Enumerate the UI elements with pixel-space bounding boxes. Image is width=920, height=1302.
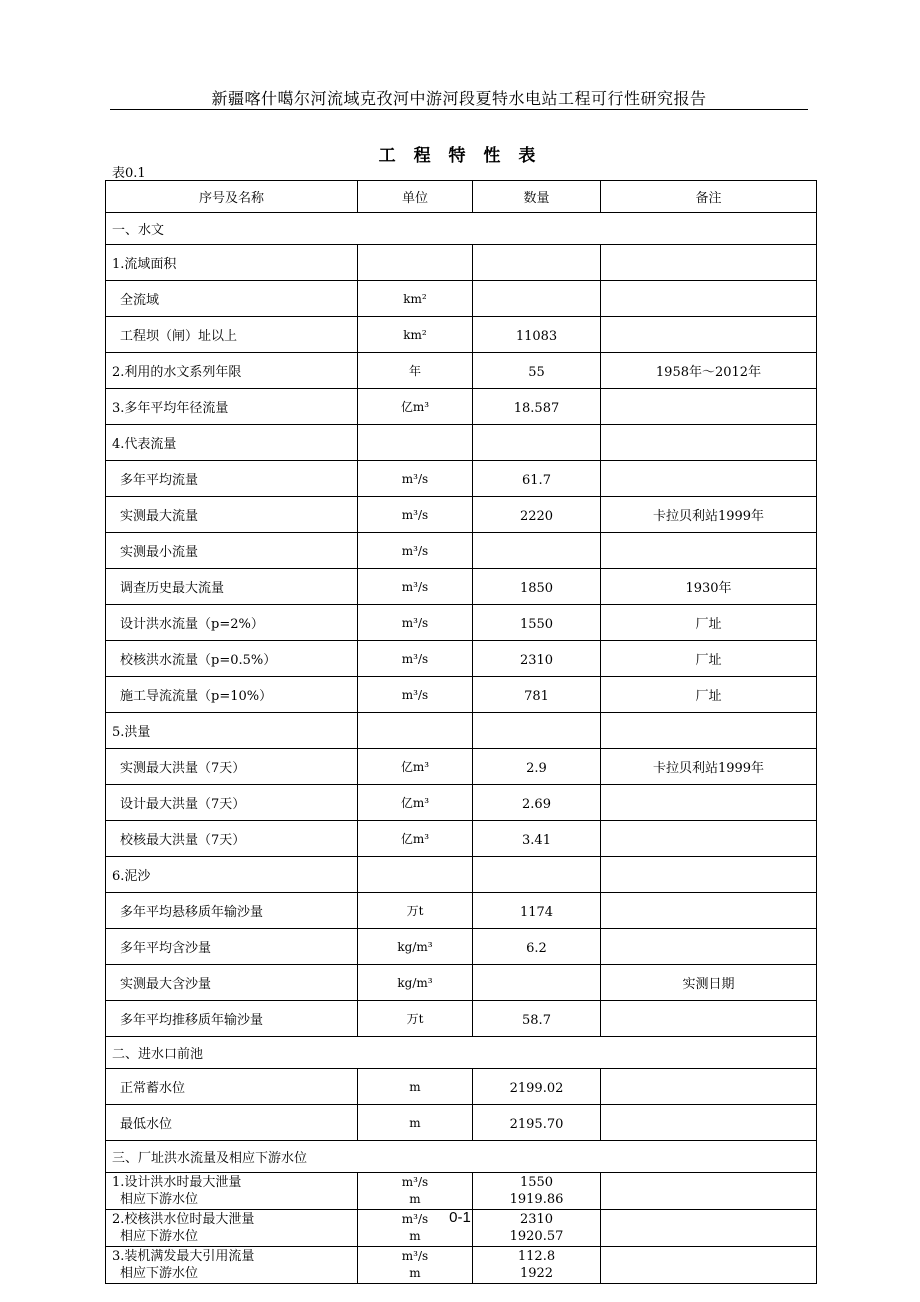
note-cell bbox=[601, 425, 817, 461]
item-name: 5.洪量 bbox=[106, 713, 358, 749]
table-row bbox=[106, 317, 817, 353]
table-row bbox=[106, 857, 817, 893]
item-name-line: 相应下游水位 bbox=[120, 1229, 199, 1244]
unit-cell: m bbox=[358, 1069, 473, 1105]
note-cell bbox=[601, 1001, 817, 1037]
item-name-line: 2.校核洪水位时最大泄量 bbox=[112, 1212, 255, 1227]
quantity-cell: 6.2 bbox=[473, 929, 601, 965]
unit-cell: 亿m³ bbox=[358, 821, 473, 857]
running-header: 新疆喀什噶尔河流域克孜河中游河段夏特水电站工程可行性研究报告 bbox=[211, 89, 707, 108]
item-name bbox=[106, 1247, 358, 1284]
unit-cell: m³/s bbox=[358, 569, 473, 605]
unit-cell: 亿m³ bbox=[358, 389, 473, 425]
unit-cell: 万t bbox=[358, 893, 473, 929]
item-name: 设计最大洪量（7天） bbox=[106, 785, 358, 821]
item-name: 全流域 bbox=[106, 281, 358, 317]
unit-cell: m³/s bbox=[358, 677, 473, 713]
section-title: 三、厂址洪水流量及相应下游水位 bbox=[106, 1141, 817, 1173]
unit-cell: km² bbox=[358, 281, 473, 317]
table-row bbox=[106, 1105, 817, 1141]
section-row bbox=[106, 213, 817, 245]
quantity-cell: 781 bbox=[473, 677, 601, 713]
note-cell bbox=[601, 1069, 817, 1105]
unit-cell bbox=[358, 425, 473, 461]
quantity-cell bbox=[473, 533, 601, 569]
item-name-line: 1.设计洪水时最大泄量 bbox=[112, 1175, 242, 1190]
item-name: 6.泥沙 bbox=[106, 857, 358, 893]
table-row bbox=[106, 533, 817, 569]
table-row bbox=[106, 281, 817, 317]
item-name: 多年平均推移质年输沙量 bbox=[106, 1001, 358, 1037]
item-name: 校核最大洪量（7天） bbox=[106, 821, 358, 857]
note-cell bbox=[601, 461, 817, 497]
spec-table bbox=[105, 180, 817, 1284]
quantity-cell bbox=[473, 965, 601, 1001]
note-cell bbox=[601, 893, 817, 929]
table-row bbox=[106, 713, 817, 749]
unit-cell-line: m³/s bbox=[401, 1212, 429, 1226]
item-name-line: 相应下游水位 bbox=[120, 1192, 199, 1207]
column-header: 数量 bbox=[473, 181, 601, 213]
item-name: 实测最小流量 bbox=[106, 533, 358, 569]
section-title: 二、进水口前池 bbox=[106, 1037, 817, 1069]
item-name: 3.多年平均年径流量 bbox=[106, 389, 358, 425]
item-name: 施工导流流量（p=10%） bbox=[106, 677, 358, 713]
section-row bbox=[106, 1141, 817, 1173]
table-row bbox=[106, 749, 817, 785]
table-row bbox=[106, 929, 817, 965]
item-name: 调查历史最大流量 bbox=[106, 569, 358, 605]
section-row bbox=[106, 1037, 817, 1069]
quantity-cell: 2.69 bbox=[473, 785, 601, 821]
note-cell: 实测日期 bbox=[601, 965, 817, 1001]
item-name: 多年平均流量 bbox=[106, 461, 358, 497]
unit-cell: m³/s bbox=[358, 461, 473, 497]
unit-cell-line: m bbox=[409, 1192, 421, 1206]
unit-cell: 亿m³ bbox=[358, 785, 473, 821]
note-cell: 厂址 bbox=[601, 641, 817, 677]
note-cell bbox=[601, 929, 817, 965]
table-label: 表0.1 bbox=[112, 166, 146, 181]
quantity-cell bbox=[473, 245, 601, 281]
unit-cell: m³/s bbox=[358, 533, 473, 569]
quantity-cell: 2195.70 bbox=[473, 1105, 601, 1141]
section-title: 一、水文 bbox=[106, 213, 817, 245]
unit-cell: kg/m³ bbox=[358, 929, 473, 965]
item-name bbox=[106, 1173, 358, 1210]
unit-cell: km² bbox=[358, 317, 473, 353]
unit-cell-line: m bbox=[409, 1229, 421, 1243]
table-row bbox=[106, 425, 817, 461]
note-cell bbox=[601, 821, 817, 857]
item-name: 2.利用的水文系列年限 bbox=[106, 353, 358, 389]
note-cell bbox=[601, 1105, 817, 1141]
item-name-line: 3.装机满发最大引用流量 bbox=[112, 1249, 255, 1264]
item-name: 1.流域面积 bbox=[106, 245, 358, 281]
note-cell: 1958年～2012年 bbox=[601, 353, 817, 389]
unit-cell bbox=[358, 857, 473, 893]
note-cell bbox=[601, 785, 817, 821]
note-cell: 厂址 bbox=[601, 605, 817, 641]
item-name: 实测最大含沙量 bbox=[106, 965, 358, 1001]
quantity-cell: 1550 bbox=[473, 605, 601, 641]
note-cell: 卡拉贝利站1999年 bbox=[601, 749, 817, 785]
item-name: 实测最大洪量（7天） bbox=[106, 749, 358, 785]
table-row bbox=[106, 1069, 817, 1105]
note-cell bbox=[601, 245, 817, 281]
note-cell bbox=[601, 317, 817, 353]
quantity-cell: 55 bbox=[473, 353, 601, 389]
quantity-cell: 2310 bbox=[473, 641, 601, 677]
unit-cell bbox=[358, 1173, 473, 1210]
note-cell bbox=[601, 857, 817, 893]
table-row bbox=[106, 965, 817, 1001]
quantity-cell: 1850 bbox=[473, 569, 601, 605]
unit-cell bbox=[358, 1247, 473, 1284]
note-cell: 卡拉贝利站1999年 bbox=[601, 497, 817, 533]
note-cell: 1930年 bbox=[601, 569, 817, 605]
unit-cell-line: m³/s bbox=[401, 1249, 429, 1263]
unit-cell bbox=[358, 713, 473, 749]
quantity-cell-line: 2310 bbox=[519, 1212, 554, 1227]
table-row bbox=[106, 641, 817, 677]
note-cell bbox=[601, 281, 817, 317]
unit-cell: 万t bbox=[358, 1001, 473, 1037]
note-cell bbox=[601, 533, 817, 569]
table-row bbox=[106, 245, 817, 281]
unit-cell: kg/m³ bbox=[358, 965, 473, 1001]
table-row bbox=[106, 605, 817, 641]
unit-cell: 年 bbox=[358, 353, 473, 389]
item-name: 实测最大流量 bbox=[106, 497, 358, 533]
quantity-cell: 58.7 bbox=[473, 1001, 601, 1037]
quantity-cell bbox=[473, 1247, 601, 1284]
column-header: 单位 bbox=[358, 181, 473, 213]
item-name: 校核洪水流量（p=0.5%） bbox=[106, 641, 358, 677]
quantity-cell bbox=[473, 281, 601, 317]
table-row bbox=[106, 497, 817, 533]
item-name: 多年平均含沙量 bbox=[106, 929, 358, 965]
quantity-cell: 18.587 bbox=[473, 389, 601, 425]
item-name: 工程坝（闸）址以上 bbox=[106, 317, 358, 353]
table-row bbox=[106, 821, 817, 857]
quantity-cell bbox=[473, 425, 601, 461]
quantity-cell-line: 1920.57 bbox=[509, 1229, 564, 1244]
unit-cell: m bbox=[358, 1105, 473, 1141]
table-row bbox=[106, 1173, 817, 1210]
table-row bbox=[106, 1001, 817, 1037]
table-row bbox=[106, 353, 817, 389]
item-name: 多年平均悬移质年输沙量 bbox=[106, 893, 358, 929]
quantity-cell bbox=[473, 1173, 601, 1210]
note-cell bbox=[601, 1247, 817, 1284]
quantity-cell: 1174 bbox=[473, 893, 601, 929]
unit-cell-line: m bbox=[409, 1266, 421, 1280]
unit-cell: m³/s bbox=[358, 497, 473, 533]
table-row bbox=[106, 677, 817, 713]
unit-cell bbox=[358, 245, 473, 281]
table-row bbox=[106, 461, 817, 497]
quantity-cell bbox=[473, 857, 601, 893]
item-name: 4.代表流量 bbox=[106, 425, 358, 461]
page-number: 0-1 bbox=[449, 1209, 471, 1226]
quantity-cell: 3.41 bbox=[473, 821, 601, 857]
unit-cell: m³/s bbox=[358, 641, 473, 677]
quantity-cell: 2199.02 bbox=[473, 1069, 601, 1105]
table-row bbox=[106, 389, 817, 425]
quantity-cell-line: 112.8 bbox=[517, 1249, 556, 1264]
column-header: 备注 bbox=[601, 181, 817, 213]
quantity-cell-line: 1922 bbox=[519, 1266, 554, 1281]
table-title: 工 程 特 性 表 bbox=[378, 146, 542, 166]
note-cell bbox=[601, 713, 817, 749]
table-row bbox=[106, 569, 817, 605]
table-row bbox=[106, 1247, 817, 1284]
quantity-cell bbox=[473, 713, 601, 749]
column-header: 序号及名称 bbox=[106, 181, 358, 213]
note-cell bbox=[601, 1173, 817, 1210]
item-name: 最低水位 bbox=[106, 1105, 358, 1141]
header-rule bbox=[110, 109, 808, 110]
unit-cell: 亿m³ bbox=[358, 749, 473, 785]
note-cell bbox=[601, 389, 817, 425]
quantity-cell-line: 1550 bbox=[519, 1175, 554, 1190]
quantity-cell: 2.9 bbox=[473, 749, 601, 785]
quantity-cell: 61.7 bbox=[473, 461, 601, 497]
item-name: 设计洪水流量（p=2%） bbox=[106, 605, 358, 641]
unit-cell-line: m³/s bbox=[401, 1175, 429, 1189]
quantity-cell: 2220 bbox=[473, 497, 601, 533]
table-row bbox=[106, 785, 817, 821]
item-name-line: 相应下游水位 bbox=[120, 1266, 199, 1281]
quantity-cell: 11083 bbox=[473, 317, 601, 353]
unit-cell: m³/s bbox=[358, 605, 473, 641]
item-name: 正常蓄水位 bbox=[106, 1069, 358, 1105]
table-header-row bbox=[106, 181, 817, 213]
quantity-cell-line: 1919.86 bbox=[509, 1192, 564, 1207]
note-cell: 厂址 bbox=[601, 677, 817, 713]
table-row bbox=[106, 893, 817, 929]
